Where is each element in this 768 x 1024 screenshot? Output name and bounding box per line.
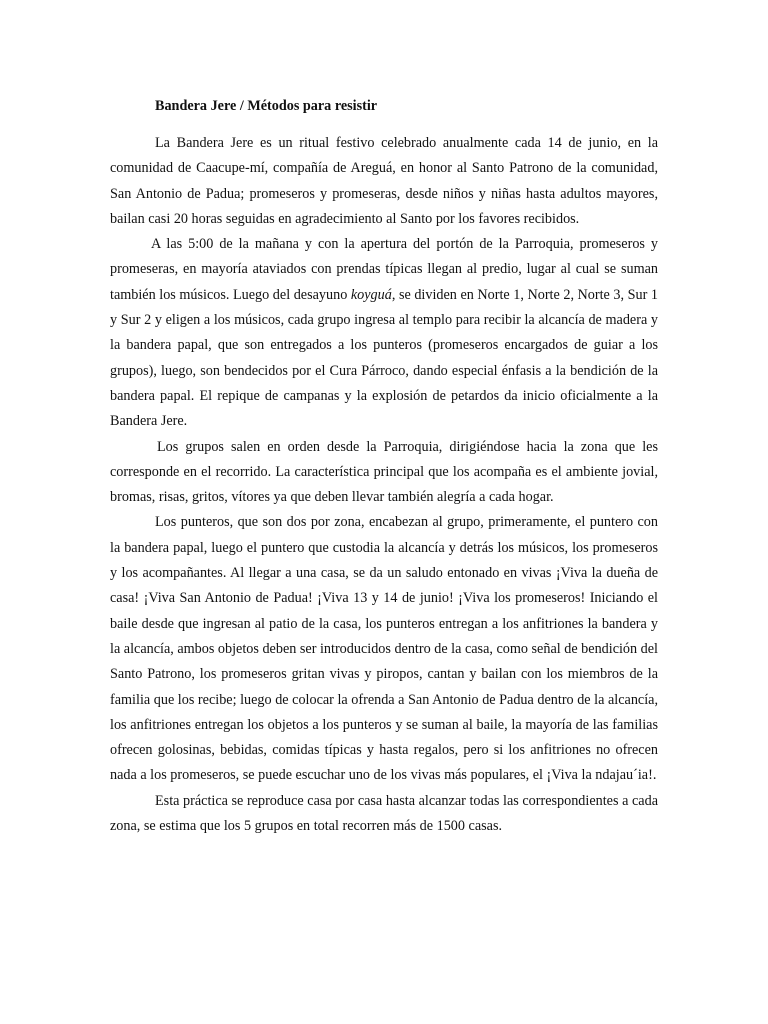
paragraph-practice: Esta práctica se reproduce casa por casa hasta alcanzar todas las correspondientes a cada zona, se estima que los 5 grupos en total recorren más de 1500 casas.: [110, 792, 658, 835]
document-page: [110, 94, 658, 839]
document-title: Bandera Jere / Métodos para resistir: [155, 98, 378, 114]
paragraph-intro: La Bandera Jere es un ritual festivo celebrado anualmente cada 14 de junio, en la comunidad de Caacupe-mí, compañía de Areguá, en honor al Santo Patrono de la comunidad, San Antonio de Padua; promeseros y promeseras, desde niños y niñas hasta adultos mayores, bailan casi 20 horas seguidas en agradecimiento al Santo por los favores recibidos.: [110, 135, 658, 227]
paragraph-punteros: Los punteros, que son dos por zona, encabezan al grupo, primeramente, el puntero con la bandera papal, luego el puntero que custodia la alcancía y detrás los músicos, los promeseros y los acompañantes. Al llegar a una casa, se da un saludo entonado en vivas ¡Viva la dueña de casa! ¡Viva San Antonio de Padua! ¡Viva 13 y 14 de junio! ¡Viva los promeseros! Iniciando el baile desde que ingresan al patio de la casa, los punteros entregan a los anfitriones la bandera y la alcancía, ambos objetos deben ser introducidos dentro de la casa, como señal de bendición del Santo Patrono, los promeseros gritan vivas y piropos, cantan y bailan con los miembros de la familia que los recibe; luego de colocar la ofrenda a San Antonio de Padua dentro de la alcancía, los anfitriones entregan los objetos a los punteros y se suman al baile, la mayoría de las familias ofrecen golosinas, bebidas, comidas típicas y hasta regalos, pero si los anfitriones no ofrecen nada a los promeseros, se puede escuchar uno de los vivas más populares, el ¡Viva la ndajau´ia!.: [110, 514, 658, 784]
paragraph-morning: [110, 232, 658, 434]
paragraph-morning-text-a: A las 5:00 de la mañana y con la apertura del portón de la Parroquia, promeseros y promeseras, en mayoría ataviados con prendas típicas llegan al predio, lugar al cual se suman también los músicos. Luego del desayuno: [110, 236, 658, 303]
paragraph-morning-emphasis: koyguá: [350, 286, 392, 303]
paragraph-groups: Los grupos salen en orden desde la Parroquia, dirigiéndose hacia la zona que les corresponde en el recorrido. La característica principal que los acompaña es el ambiente jovial, bromas, risas, gritos, vítores ya que deben llevar también alegría a cada hogar.: [110, 438, 658, 506]
paragraph-morning-text-b: , se dividen en Norte 1, Norte 2, Norte 3, Sur 1 y Sur 2 y eligen a los músicos, cada grupo ingresa al templo para recibir la alcancía de madera y la bandera papal, que son entregados a los punteros (promeseros encargados de guiar a los grupos), luego, son bendecidos por el Cura Párroco, dando especial énfasis a la bendición de la bandera papal. El repique de campanas y la explosión de petardos da inicio oficialmente a la Bandera Jere.: [110, 286, 658, 430]
